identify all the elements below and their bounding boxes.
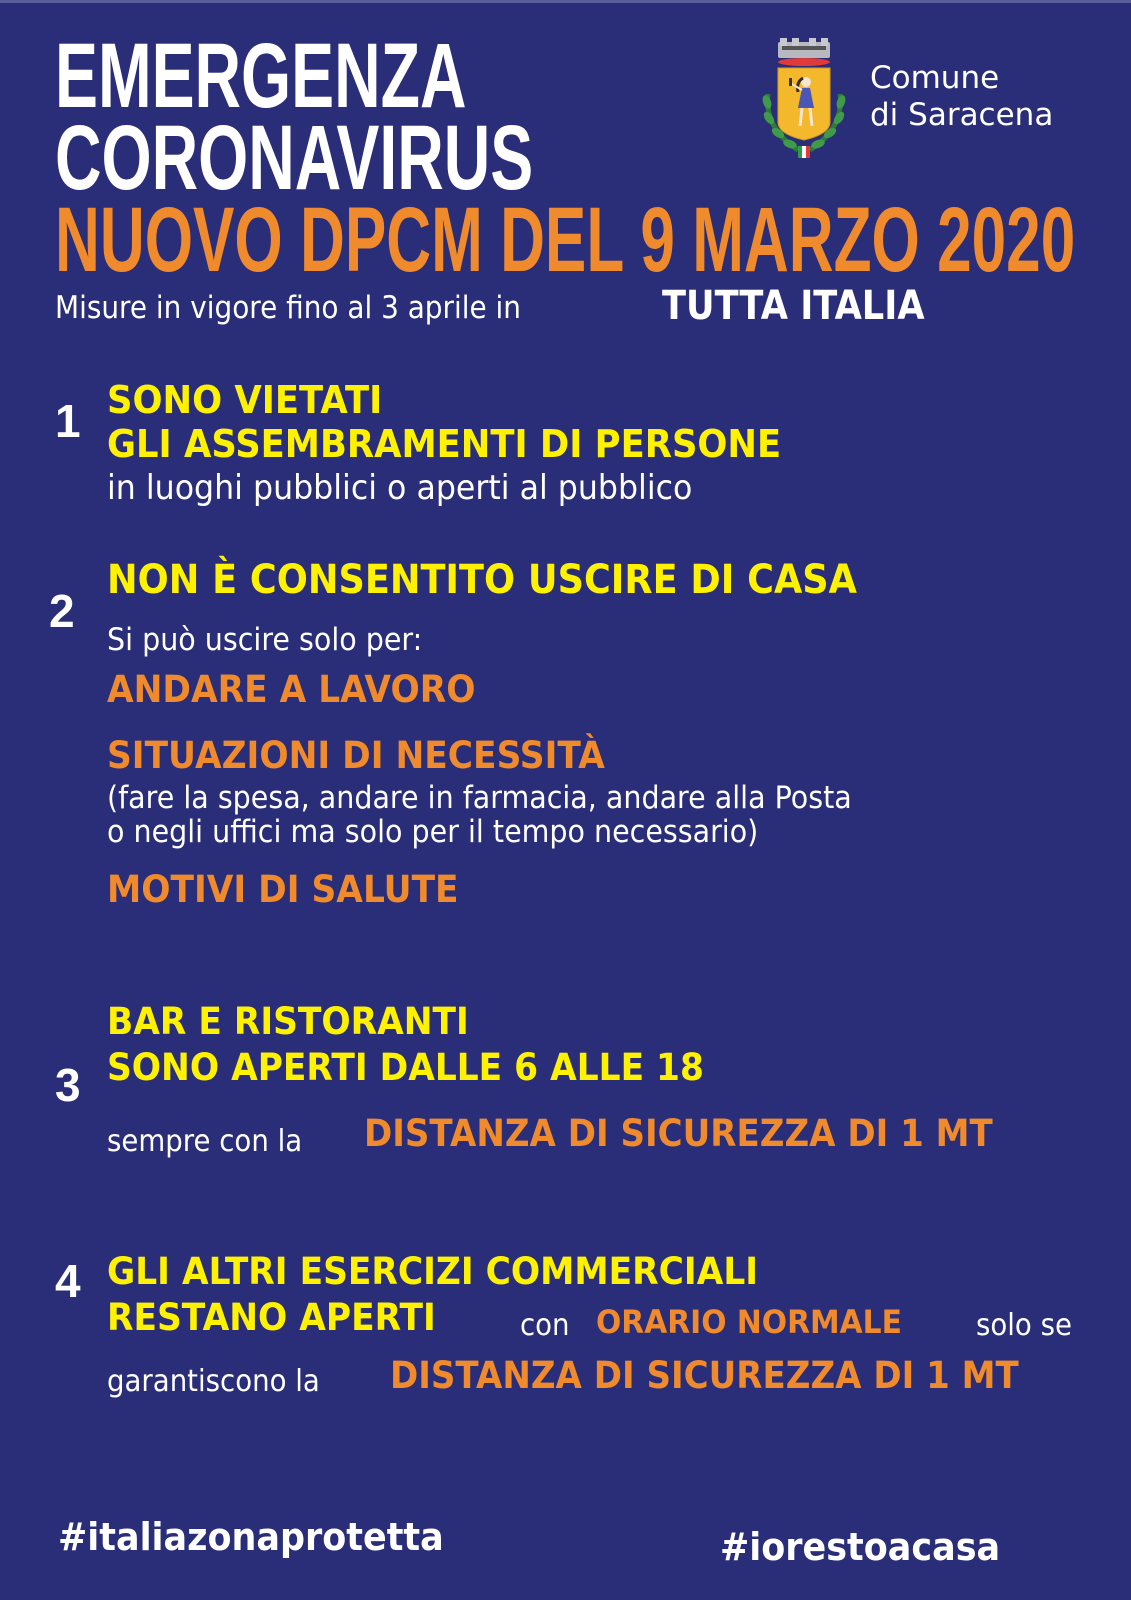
- reason-necessity: SITUAZIONI DI NECESSITÀ: [107, 734, 605, 777]
- reason-necessity-note-1: (fare la spesa, andare in farmacia, andare alla Posta: [107, 780, 852, 816]
- measure-4-con: con: [520, 1308, 570, 1343]
- measure-1-detail: in luoghi pubblici o aperti al pubblico: [107, 468, 693, 508]
- hashtag-iorestoacasa: #iorestoacasa: [720, 1525, 1001, 1569]
- title-dpcm: [55, 189, 1131, 291]
- measure-4-solo-se: solo se: [976, 1308, 1072, 1343]
- title-line-1: EMERGENZA: [55, 25, 467, 127]
- measure-3-detail-plain: sempre con la: [107, 1124, 303, 1159]
- title-line-2: CORONAVIRUS: [55, 107, 534, 209]
- measure-4-heading-1: GLI ALTRI ESERCIZI COMMERCIALI: [107, 1250, 759, 1293]
- subtitle-plain: Misure in vigore fino al 3 aprile in: [55, 290, 521, 326]
- measure-1-heading-2: GLI ASSEMBRAMENTI DI PERSONE: [107, 422, 782, 466]
- measure-2-intro: Si può uscire solo per:: [107, 622, 423, 658]
- measure-1-heading-1: SONO VIETATI: [107, 378, 383, 422]
- reason-necessity-note-2: o negli uffici ma solo per il tempo necessario): [107, 814, 759, 850]
- subtitle-strong: TUTTA ITALIA: [662, 283, 925, 329]
- measure-4-line3-plain: garantiscono la: [107, 1364, 320, 1399]
- measure-3-number: 3: [55, 1059, 81, 1111]
- measure-3-detail-strong: DISTANZA DI SICUREZZA DI 1 MT: [364, 1112, 993, 1155]
- measure-1-number: 1: [55, 395, 81, 447]
- subtitle: [55, 286, 573, 330]
- measure-2-heading: NON È CONSENTITO USCIRE DI CASA: [107, 557, 857, 603]
- municipality-line-2: di Saracena: [870, 97, 1054, 133]
- title-line-3: NUOVO DPCM DEL 9 MARZO 2020: [55, 189, 1076, 291]
- measure-4-number: 4: [55, 1255, 81, 1307]
- measure-4-orario: ORARIO NORMALE: [596, 1303, 902, 1341]
- title-coronavirus: [55, 107, 738, 209]
- measure-3-heading-1: BAR E RISTORANTI: [107, 1000, 469, 1043]
- measure-4-heading-2: RESTANO APERTI: [107, 1296, 436, 1339]
- hashtag-italiazonaprotetta: #italiazonaprotetta: [58, 1515, 444, 1559]
- title-emergenza: [55, 25, 643, 127]
- top-border: [0, 0, 1131, 3]
- measure-3-heading-2: SONO APERTI DALLE 6 ALLE 18: [107, 1046, 704, 1089]
- subtitle-strong-wrap: [662, 280, 960, 332]
- measure-4-line3-strong: DISTANZA DI SICUREZZA DI 1 MT: [390, 1354, 1019, 1397]
- municipality-name: [870, 60, 1110, 134]
- coat-of-arms-icon: [758, 38, 850, 158]
- reason-health: MOTIVI DI SALUTE: [107, 868, 459, 911]
- reason-work: ANDARE A LAVORO: [107, 668, 476, 711]
- municipality-line-1: Comune: [870, 60, 1000, 96]
- measure-2-number: 2: [49, 585, 75, 637]
